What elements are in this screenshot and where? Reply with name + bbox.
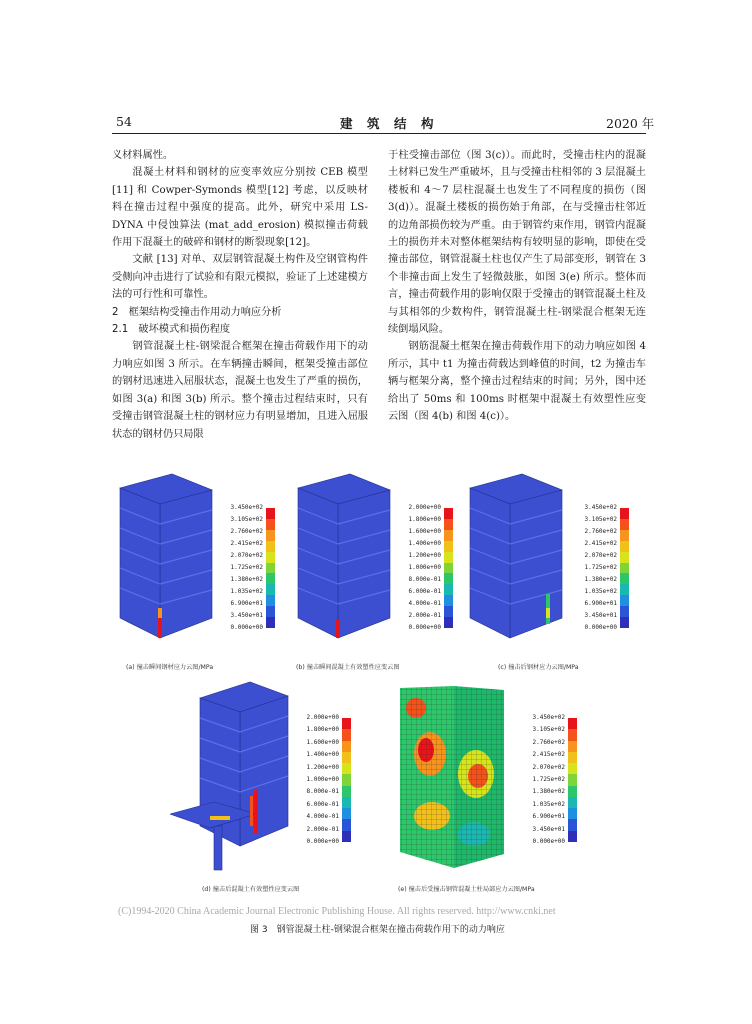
legend-label: 2.415e+02 — [532, 751, 565, 759]
colorbar-swatch — [266, 606, 275, 617]
colorbar-swatch — [444, 563, 453, 574]
colorbar-swatch — [266, 584, 275, 595]
legend-label: 1.400e+00 — [306, 751, 339, 759]
subsection-heading: 2.1 破坏模式和损伤程度 — [112, 324, 231, 336]
legend-label: 2.070e+02 — [584, 552, 617, 559]
legend-label: 2.000e-01 — [306, 825, 339, 833]
colorbar-swatch — [444, 508, 453, 519]
colorbar-swatch — [568, 752, 577, 763]
colorbar — [266, 508, 275, 628]
legend-label: 6.900e+01 — [584, 600, 617, 607]
legend-label: 8.000e-01 — [306, 788, 339, 796]
legend-label: 1.725e+02 — [584, 564, 617, 571]
colorbar-swatch — [444, 552, 453, 563]
legend-label: 1.035e+02 — [230, 588, 263, 595]
legend-e — [532, 714, 577, 845]
legend-label: 1.800e+00 — [408, 516, 441, 523]
right-column — [388, 147, 646, 426]
colorbar-swatch — [266, 530, 275, 541]
legend-label: 1.725e+02 — [532, 776, 565, 783]
colorbar-swatch — [266, 595, 275, 606]
legend-label: 3.450e+01 — [584, 612, 617, 619]
colorbar — [444, 508, 453, 628]
watermark: (C)1994-2020 China Academic Journal Electronic Publishing House. All rights reserved. http://www.cnki.net — [118, 906, 556, 917]
colorbar-swatch — [342, 741, 351, 752]
left-column — [112, 147, 368, 443]
colorbar — [568, 718, 577, 842]
legend-label: 0.000e+00 — [306, 838, 339, 845]
colorbar-swatch — [620, 563, 629, 574]
paragraph: 钢管混凝土柱-钢梁混合框架在撞击荷载作用下的动力响应如图 3 所示。在车辆撞击瞬间，框架受撞击部位的钢材迅速进入屈服状态，混凝土也发生了严重的损伤，如图 3(a) 和图 3(b) 所示。整个撞击过程结束时，只有受撞击钢管混凝土柱的钢材应力有明显增加，且进入屈服状态的钢材仍只局限 — [112, 341, 368, 440]
colorbar-swatch — [266, 508, 275, 519]
legend-label: 2.760e+02 — [532, 738, 565, 746]
legend-label: 1.035e+02 — [532, 800, 565, 808]
colorbar-swatch — [444, 617, 453, 628]
colorbar-swatch — [568, 763, 577, 774]
legend-label: 1.000e+00 — [408, 564, 441, 571]
colorbar-swatch — [620, 617, 629, 628]
year: 2020 年 — [606, 116, 655, 131]
legend-label: 1.600e+00 — [306, 738, 339, 746]
colorbar-swatch — [444, 530, 453, 541]
legend-label: 3.450e+02 — [584, 504, 617, 511]
colorbar-swatch — [266, 573, 275, 584]
legend-label: 3.105e+02 — [532, 726, 565, 734]
legend-label: 4.000e-01 — [408, 600, 441, 607]
colorbar-swatch — [266, 563, 275, 574]
colorbar-swatch — [620, 552, 629, 563]
colorbar-swatch — [342, 819, 351, 830]
colorbar-swatch — [444, 584, 453, 595]
legend-label: 4.000e-01 — [306, 813, 339, 821]
colorbar-swatch — [620, 541, 629, 552]
legend-label: 0.000e+00 — [230, 624, 263, 631]
colorbar-swatch — [568, 797, 577, 808]
legend-label: 3.450e+02 — [230, 504, 263, 511]
legend-label: 2.000e-01 — [408, 612, 441, 619]
colorbar-swatch — [342, 752, 351, 763]
colorbar-swatch — [620, 584, 629, 595]
legend-label: 6.000e-01 — [408, 588, 441, 595]
legend-label: 3.105e+02 — [584, 516, 617, 523]
legend-label: 1.725e+02 — [230, 564, 263, 571]
caption-d: (d) 撞击后混凝土有效塑性应变云图 — [202, 886, 300, 893]
colorbar-swatch — [568, 729, 577, 740]
legend-c — [584, 504, 629, 631]
legend-label: 2.415e+02 — [584, 540, 617, 547]
colorbar-swatch — [266, 552, 275, 563]
colorbar-swatch — [620, 519, 629, 530]
legend-label: 2.000e+00 — [306, 714, 339, 721]
legend-label: 6.000e-01 — [306, 800, 339, 808]
legend-label: 3.105e+02 — [230, 516, 263, 523]
legend-a — [230, 504, 275, 631]
colorbar-swatch — [342, 808, 351, 819]
colorbar-swatch — [620, 530, 629, 541]
paragraph: 文献 [13] 对单、双层钢管混凝土构件及空钢管构件受侧向冲击进行了试验和有限元模拟，验证了上述建模方法的可行性和可靠性。 — [112, 254, 368, 301]
colorbar — [620, 508, 629, 628]
legend-label: 2.760e+02 — [230, 528, 263, 535]
colorbar-swatch — [568, 786, 577, 797]
colorbar-swatch — [342, 763, 351, 774]
paragraph: 钢筋混凝土框架在撞击荷载作用下的动力响应如图 4 所示，其中 t1 为撞击荷载达到峰值的时间，t2 为撞击车辆与框架分离，整个撞击过程结束的时间；另外，图中还给出了 50ms 和 100ms 时框架中混凝土有效塑性应变云图（图 4(b) 和图 4(c)）。 — [388, 341, 646, 423]
colorbar-swatch — [266, 541, 275, 552]
colorbar-swatch — [568, 819, 577, 830]
colorbar-swatch — [444, 541, 453, 552]
legend-label: 6.900e+01 — [532, 813, 565, 821]
colorbar-swatch — [444, 573, 453, 584]
legend-label: 2.000e+00 — [408, 504, 441, 511]
colorbar-swatch — [568, 774, 577, 785]
colorbar-swatch — [342, 718, 351, 729]
colorbar-swatch — [568, 808, 577, 819]
legend-label: 1.400e+00 — [408, 540, 441, 547]
legend-label: 1.035e+02 — [584, 588, 617, 595]
legend-b — [408, 504, 453, 631]
colorbar-swatch — [342, 797, 351, 808]
legend-label: 2.070e+02 — [230, 552, 263, 559]
colorbar-swatch — [620, 595, 629, 606]
colorbar-swatch — [568, 718, 577, 729]
frame-model-d — [170, 676, 298, 872]
legend-label: 0.000e+00 — [584, 624, 617, 631]
caption-c: (c) 撞击后钢材应力云图/MPa — [498, 664, 579, 671]
caption-b: (b) 撞击瞬间混凝土有效塑性应变云图 — [296, 664, 400, 671]
header-rule — [112, 133, 646, 134]
figure-caption: 图 3 钢管混凝土柱-钢梁混合框架在撞击荷载作用下的动力响应 — [250, 925, 505, 935]
legend-label: 2.415e+02 — [230, 540, 263, 547]
legend-label: 1.200e+00 — [408, 552, 441, 559]
colorbar-swatch — [342, 786, 351, 797]
paragraph: 于柱受撞击部位（图 3(c)）。而此时，受撞击柱内的混凝土材料已发生严重破坏，且与受撞击柱相邻的 3 层混凝土楼板和 4～7 层柱混凝土也发生了不同程度的损伤（图 3(d)）。混凝土楼板的损伤始于角部，在与受撞击柱邻近的边角部损伤较为严重。由于钢管约束作用，钢管内混凝土的损伤并未对整体框架结构有较明显的影响，即使在受撞击部位，钢管混凝土柱也仅产生了局部变形，钢管在 3 个非撞击面上发生了轻微鼓胀，如图 3(e) 所示。整体而言，撞击荷载作用的影响仅限于受撞击的钢管混凝土柱及与其相邻的少数构件，钢管混凝土柱-钢梁混合框架无连续倒塌风险。 — [388, 150, 646, 336]
legend-label: 1.380e+02 — [584, 576, 617, 583]
colorbar-swatch — [444, 606, 453, 617]
colorbar — [342, 718, 351, 842]
legend-label: 2.760e+02 — [584, 528, 617, 535]
legend-label: 3.450e+01 — [230, 612, 263, 619]
colorbar-swatch — [620, 573, 629, 584]
legend-label: 1.200e+00 — [306, 763, 339, 771]
caption-e: (e) 撞击后受撞击钢管混凝土柱局部应力云图/MPa — [398, 886, 535, 893]
legend-label: 1.800e+00 — [306, 726, 339, 734]
legend-label: 3.450e+01 — [532, 825, 565, 833]
legend-label: 2.070e+02 — [532, 763, 565, 771]
journal-title: 建 筑 结 构 — [340, 116, 435, 131]
legend-d — [306, 714, 351, 845]
colorbar-swatch — [342, 831, 351, 842]
colorbar-swatch — [266, 617, 275, 628]
legend-label: 0.000e+00 — [532, 838, 565, 845]
colorbar-swatch — [568, 741, 577, 752]
legend-label: 1.380e+02 — [532, 788, 565, 796]
legend-label: 1.000e+00 — [306, 776, 339, 783]
legend-label: 3.450e+02 — [532, 714, 565, 721]
colorbar-swatch — [568, 831, 577, 842]
colorbar-swatch — [620, 508, 629, 519]
colorbar-swatch — [444, 519, 453, 530]
column-detail-e — [396, 684, 508, 880]
colorbar-swatch — [266, 519, 275, 530]
colorbar-swatch — [444, 595, 453, 606]
colorbar-swatch — [342, 774, 351, 785]
paragraph: 混凝土材料和钢材的应变率效应分别按 CEB 模型[11] 和 Cowper-Symonds 模型[12] 考虑，以反映材料在撞击过程中强度的提高。此外，研究中采用 LS-DYNA 中侵蚀算法 (mat_add_erosion) 模拟撞击荷载作用下混凝土的破碎和钢材的断裂现象[12]。 — [112, 167, 368, 249]
page-number: 54 — [116, 114, 132, 129]
caption-a: (a) 撞击瞬间钢材应力云图/MPa — [126, 664, 214, 671]
legend-label: 6.900e+01 — [230, 600, 263, 607]
colorbar-swatch — [620, 606, 629, 617]
paragraph: 义材料属性。 — [112, 150, 174, 161]
section-heading: 2 框架结构受撞击作用动力响应分析 — [112, 306, 282, 318]
legend-label: 1.380e+02 — [230, 576, 263, 583]
legend-label: 1.600e+00 — [408, 528, 441, 535]
legend-label: 8.000e-01 — [408, 576, 441, 583]
colorbar-swatch — [342, 729, 351, 740]
legend-label: 0.000e+00 — [408, 624, 441, 631]
